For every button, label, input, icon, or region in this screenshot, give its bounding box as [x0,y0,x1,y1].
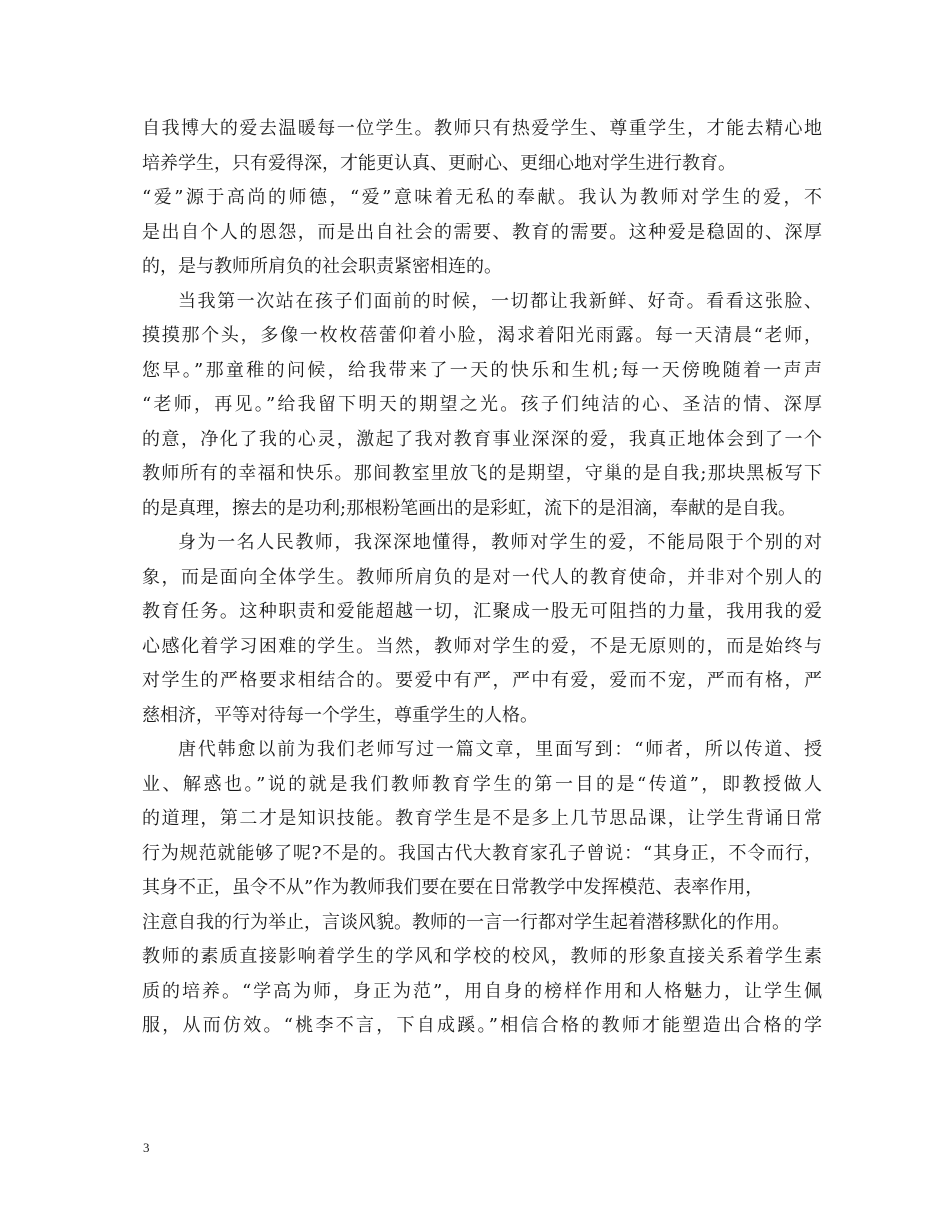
text-line: “爱”源于高尚的师德，“爱”意味着无私的奉献。我认为教师对学生的爱，不 [142,187,822,208]
text-line: 心感化着学习困难的学生。当然，教师对学生的爱，不是无原则的，而是始终与 [142,635,822,657]
text-line: 的是真理，擦去的是功利;那根粉笔画出的是彩虹，流下的是泪滴，奉献的是自我。 [142,497,797,519]
text-line: 您早。”那童稚的问候，给我带来了一天的快乐和生机;每一天傍晚随着一声声 [142,359,822,381]
text-line: 对学生的严格要求相结合的。要爱中有严，严中有爱，爱而不宠，严而有格，严 [142,670,822,691]
text-line: 是出自个人的恩怨，而是出自社会的需要、教育的需要。这种爱是稳固的、深厚 [142,221,822,243]
text-line: 象，而是面向全体学生。教师所肩负的是对一代人的教育使命，并非对个别人的 [142,566,822,588]
text-line: 的意，净化了我的心灵，激起了我对教育事业深深的爱，我真正地体会到了一个 [142,428,822,450]
paragraph-start-line: 唐代韩愈以前为我们老师写过一篇文章，里面写到：“师者，所以传道、授 [178,739,822,760]
text-line: 其身不正，虽令不从”作为教师我们要在要在日常教学中发挥模范、表率作用， [142,877,764,898]
text-line: 质的培养。“学高为师，身正为范”，用自身的榜样作用和人格魅力，让学生佩 [142,980,822,1002]
text-line: 自我博大的爱去温暖每一位学生。教师只有热爱学生、尊重学生，才能去精心地 [142,118,822,139]
text-line: 培养学生，只有爱得深，才能更认真、更耐心、更细心地对学生进行教育。 [142,152,736,174]
text-line: 的道理，第二才是知识技能。教育学生是不是多上几节思品课，让学生背诵日常 [142,808,822,829]
text-line: “老师，再见。”给我留下明天的期望之光。孩子们纯洁的心、圣洁的情、深厚 [142,394,822,415]
text-line: 服，从而仿效。“桃李不言，下自成蹊。”相信合格的教师才能塑造出合格的学 [142,1015,822,1036]
page-number: 3 [143,1140,150,1155]
text-line: 注意自我的行为举止，言谈风貌。教师的一言一行都对学生起着潜移默化的作用。 [142,911,790,933]
text-line: 教师的素质直接影响着学生的学风和学校的校风，教师的形象直接关系着学生素 [142,946,822,967]
text-line: 的，是与教师所肩负的社会职责紧密相连的。 [142,256,502,277]
text-line: 行为规范就能够了呢?不是的。我国古代大教育家孔子曾说：“其身正，不令而行， [142,842,822,864]
text-line: 教育任务。这种职责和爱能超越一切，汇聚成一股无可阻挡的力量，我用我的爱 [142,601,822,622]
paragraph-start-line: 身为一名人民教师，我深深地懂得，教师对学生的爱，不能局限于个别的对 [178,532,822,553]
text-line: 慈相济，平等对待每一个学生，尊重学生的人格。 [142,704,538,726]
text-line: 摸摸那个头，多像一枚枚蓓蕾仰着小脸，渴求着阳光雨露。每一天清晨“老师， [142,325,822,346]
paragraph-start-line: 当我第一次站在孩子们面前的时候，一切都让我新鲜、好奇。看看这张脸、 [178,290,822,312]
text-line: 教师所有的幸福和快乐。那间教室里放飞的是期望，守巢的是自我;那块黑板写下 [142,463,822,484]
body-text [142,112,822,1044]
text-line: 业、解惑也。”说的就是我们教师教育学生的第一目的是“传道”，即教授做人 [142,773,822,795]
